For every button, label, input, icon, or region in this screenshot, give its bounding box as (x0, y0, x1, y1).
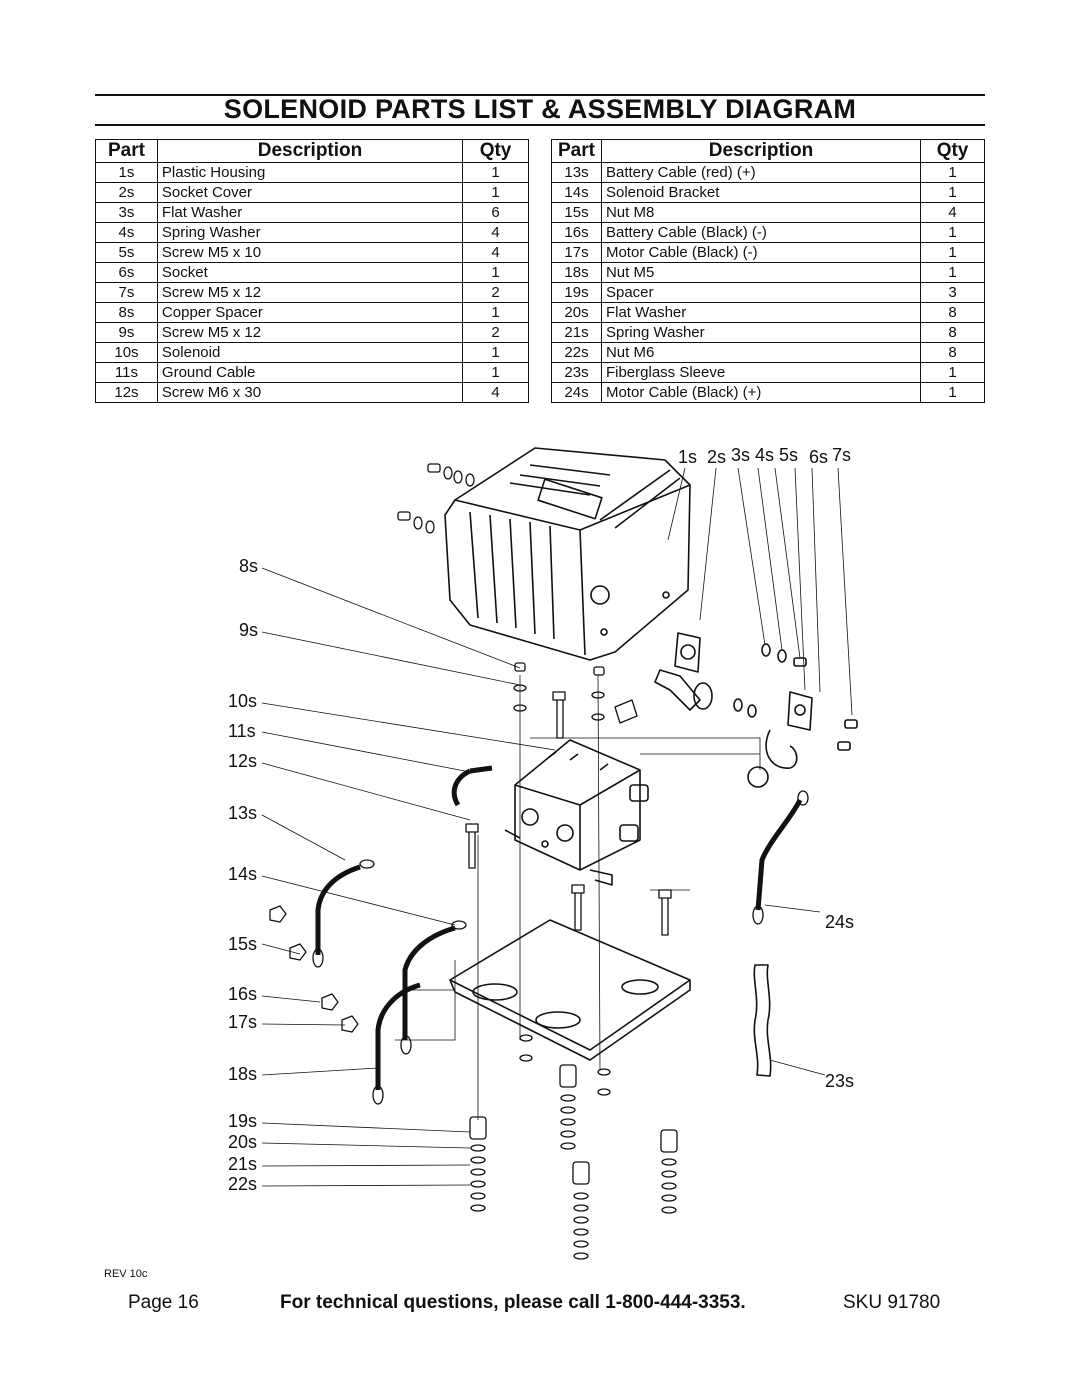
header-part: Part (552, 140, 602, 163)
socket-cover (655, 633, 857, 787)
sku-number: SKU 91780 (843, 1292, 941, 1313)
table-row (96, 263, 529, 283)
cell-qty: 8 (921, 303, 985, 323)
label-10s: 10s (228, 691, 258, 711)
label-20s: 20s (228, 1132, 258, 1152)
cell-description: Spring Washer (157, 223, 462, 243)
cell-part: 1s (96, 163, 158, 183)
label-3s: 3s (731, 445, 751, 465)
tech-support-line: For technical questions, please call 1-800-444-3353. (280, 1292, 746, 1313)
cell-part: 9s (96, 323, 158, 343)
cell-qty: 4 (463, 243, 529, 263)
label-6s: 6s (809, 447, 829, 467)
table-row (96, 323, 529, 343)
header-qty: Qty (921, 140, 985, 163)
cell-part: 23s (552, 363, 602, 383)
cell-part: 24s (552, 383, 602, 403)
cell-part: 7s (96, 283, 158, 303)
table-row (552, 363, 985, 383)
cell-description: Socket Cover (157, 183, 462, 203)
fiberglass-sleeve (754, 965, 770, 1076)
cell-description: Nut M6 (601, 343, 920, 363)
table-row (552, 303, 985, 323)
cell-description: Copper Spacer (157, 303, 462, 323)
ground-cable (454, 768, 492, 805)
table-row (96, 223, 529, 243)
label-21s: 21s (228, 1154, 258, 1174)
cell-qty: 1 (463, 343, 529, 363)
table-row (96, 183, 529, 203)
cell-description: Battery Cable (Black) (-) (601, 223, 920, 243)
label-2s: 2s (707, 447, 727, 467)
cell-part: 16s (552, 223, 602, 243)
cell-qty: 1 (921, 263, 985, 283)
cell-part: 13s (552, 163, 602, 183)
cell-description: Plastic Housing (157, 163, 462, 183)
cell-qty: 1 (921, 383, 985, 403)
table-row (96, 283, 529, 303)
cell-qty: 1 (463, 303, 529, 323)
label-4s: 4s (755, 445, 775, 465)
label-24s: 24s (825, 912, 855, 932)
table-row (552, 263, 985, 283)
table-header-row (552, 140, 985, 163)
label-18s: 18s (228, 1064, 258, 1084)
table-row (552, 203, 985, 223)
table-row (552, 183, 985, 203)
cell-qty: 1 (921, 183, 985, 203)
cell-qty: 2 (463, 323, 529, 343)
assembly-diagram (0, 420, 1080, 1270)
cell-description: Screw M6 x 30 (157, 383, 462, 403)
page-number: Page 16 (128, 1292, 199, 1313)
label-8s: 8s (239, 556, 259, 576)
table-row (552, 223, 985, 243)
cell-qty: 1 (463, 263, 529, 283)
label-11s: 11s (228, 721, 256, 741)
cell-qty: 4 (463, 383, 529, 403)
page-title: SOLENOID PARTS LIST & ASSEMBLY DIAGRAM (223, 94, 857, 124)
cell-part: 11s (96, 363, 158, 383)
cell-qty: 8 (921, 343, 985, 363)
cell-qty: 1 (921, 363, 985, 383)
label-19s: 19s (228, 1111, 258, 1131)
cell-description: Socket (157, 263, 462, 283)
cell-description: Ground Cable (157, 363, 462, 383)
cell-qty: 1 (463, 363, 529, 383)
cell-description: Spacer (601, 283, 920, 303)
label-7s: 7s (832, 445, 852, 465)
cell-description: Nut M5 (601, 263, 920, 283)
table-row (96, 203, 529, 223)
cell-part: 6s (96, 263, 158, 283)
cell-qty: 1 (921, 243, 985, 263)
table-row (96, 343, 529, 363)
cell-part: 12s (96, 383, 158, 403)
cell-qty: 1 (921, 163, 985, 183)
cell-description: Battery Cable (red) (+) (601, 163, 920, 183)
label-15s: 15s (228, 934, 258, 954)
header-part: Part (96, 140, 158, 163)
cell-part: 14s (552, 183, 602, 203)
header-description: Description (601, 140, 920, 163)
label-23s: 23s (825, 1071, 855, 1091)
cell-description: Fiberglass Sleeve (601, 363, 920, 383)
table-row (96, 163, 529, 183)
cell-qty: 1 (921, 223, 985, 243)
label-12s: 12s (228, 751, 258, 771)
label-9s: 9s (239, 620, 259, 640)
revision-note: REV 10c (104, 1268, 148, 1280)
label-16s: 16s (228, 984, 258, 1004)
cell-part: 20s (552, 303, 602, 323)
bracket-illustration (450, 920, 690, 1060)
label-5s: 5s (779, 445, 799, 465)
table-row (552, 383, 985, 403)
table-row (552, 343, 985, 363)
cell-description: Screw M5 x 12 (157, 323, 462, 343)
table-row (552, 243, 985, 263)
cell-description: Solenoid (157, 343, 462, 363)
parts-table-left (95, 139, 529, 403)
cell-part: 2s (96, 183, 158, 203)
cell-part: 21s (552, 323, 602, 343)
header-description: Description (157, 140, 462, 163)
label-17s: 17s (228, 1012, 258, 1032)
title-underline (95, 124, 985, 126)
cell-description: Spring Washer (601, 323, 920, 343)
cell-description: Screw M5 x 12 (157, 283, 462, 303)
label-1s: 1s (678, 447, 698, 467)
cell-part: 22s (552, 343, 602, 363)
cell-qty: 4 (463, 223, 529, 243)
cell-part: 10s (96, 343, 158, 363)
table-row (96, 243, 529, 263)
table-row (552, 323, 985, 343)
table-row (96, 383, 529, 403)
cell-part: 3s (96, 203, 158, 223)
cell-qty: 2 (463, 283, 529, 303)
cell-part: 18s (552, 263, 602, 283)
cell-description: Motor Cable (Black) (+) (601, 383, 920, 403)
cell-description: Motor Cable (Black) (-) (601, 243, 920, 263)
cell-description: Nut M8 (601, 203, 920, 223)
label-13s: 13s (228, 803, 258, 823)
cell-qty: 3 (921, 283, 985, 303)
cell-description: Flat Washer (157, 203, 462, 223)
cell-description: Screw M5 x 10 (157, 243, 462, 263)
cell-qty: 6 (463, 203, 529, 223)
cell-part: 5s (96, 243, 158, 263)
table-row (96, 363, 529, 383)
cell-description: Solenoid Bracket (601, 183, 920, 203)
table-row (552, 283, 985, 303)
table-header-row (96, 140, 529, 163)
cell-qty: 1 (463, 183, 529, 203)
housing-illustration (445, 448, 690, 660)
cell-qty: 4 (921, 203, 985, 223)
label-14s: 14s (228, 864, 258, 884)
label-22s: 22s (228, 1174, 258, 1194)
parts-table-right (551, 139, 985, 403)
solenoid-illustration (505, 740, 648, 885)
cell-qty: 1 (463, 163, 529, 183)
cell-qty: 8 (921, 323, 985, 343)
cell-description: Flat Washer (601, 303, 920, 323)
cell-part: 19s (552, 283, 602, 303)
cell-part: 17s (552, 243, 602, 263)
cell-part: 8s (96, 303, 158, 323)
header-qty: Qty (463, 140, 529, 163)
cell-part: 4s (96, 223, 158, 243)
washer-stacks (470, 1035, 677, 1259)
table-row (552, 163, 985, 183)
cell-part: 15s (552, 203, 602, 223)
table-row (96, 303, 529, 323)
